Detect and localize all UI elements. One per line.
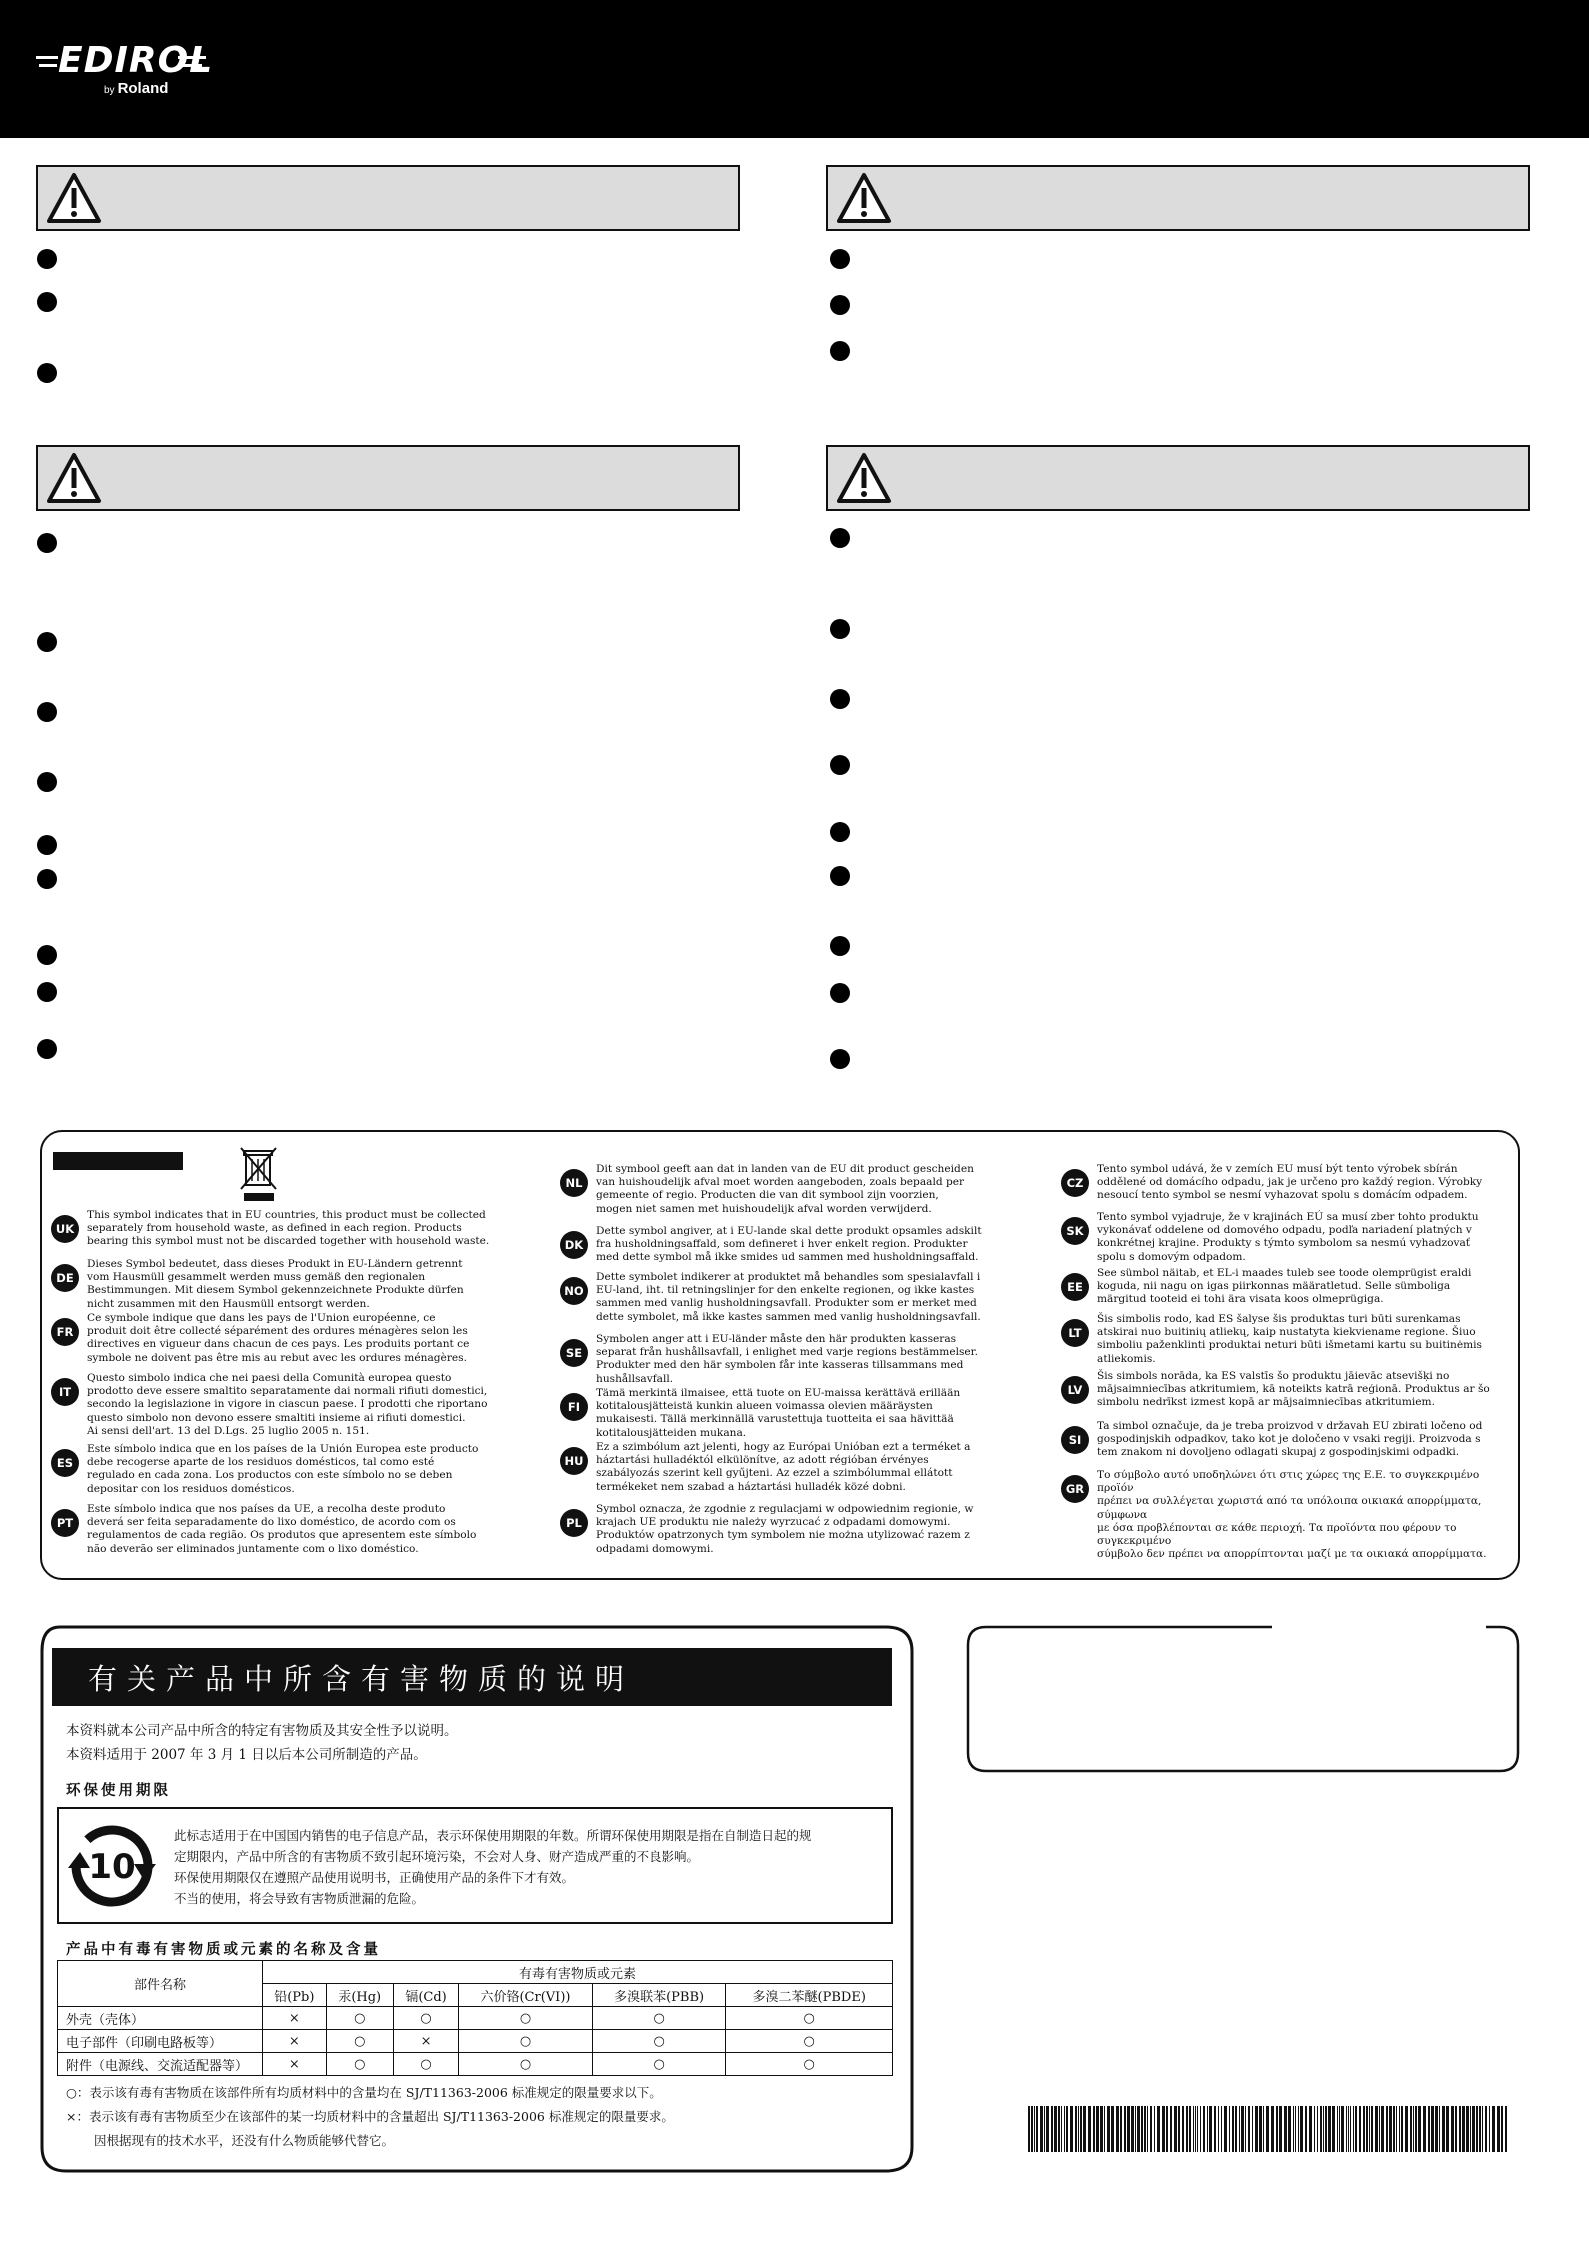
recycling-notice-text: Este símbolo indica que en los países de la Unión Europea este producto debe recogerse aparte de los residuos domésticos, tal como esté regulado en cada zona. Los productos con este símbolo no se deben depositar con los residuos domésticos. <box>87 1443 479 1495</box>
country-code-badge: HU <box>560 1447 588 1475</box>
recycling-notice-text: Dit symbool geeft aan dat in landen van de EU dit product gescheiden van huishoudelijk afval moet worden aangeboden, zoals bepaald per gemeente of regio. Producten die van dit symbool zijn voorzien, mogen niet samen met huishoudelijk afval worden verwijderd. <box>596 1163 974 1215</box>
barcode-bar <box>1295 2106 1296 2152</box>
barcode-bar <box>1189 2106 1191 2152</box>
country-code-badge: NL <box>560 1169 588 1197</box>
bullet-dot <box>830 755 850 775</box>
country-code-badge: SK <box>1061 1217 1089 1245</box>
substance-status-cell: ○ <box>326 2007 393 2030</box>
table-row <box>58 2030 893 2053</box>
barcode-bar <box>1442 2106 1445 2152</box>
barcode-bar <box>1462 2106 1465 2152</box>
recycling-notice-text: See sümbol näitab, et EL-i maades tuleb see toode olemprügist eraldi koguda, nii nagu on igas piirkonnas määratletud. Selle sümboliga märgitud tooteid ei tohi ära visata koos olmeprügiga. <box>1097 1267 1472 1306</box>
barcode-bar <box>1346 2106 1347 2152</box>
warning-box-4 <box>826 445 1530 511</box>
rohs-note-circle: ○：表示该有毒有害物质在该部件所有均质材料中的含量均在 SJ/T11363-2006 标准规定的限量要求以下。 <box>66 2085 662 2100</box>
barcode-bar <box>1239 2106 1240 2152</box>
bullet-dot <box>830 528 850 548</box>
rohs-period-heading: 环保使用期限 <box>66 1782 171 1799</box>
substance-status-cell: × <box>263 2030 327 2053</box>
barcode-bar <box>1396 2106 1397 2152</box>
substance-status-cell: ○ <box>726 2030 893 2053</box>
bullet-dot <box>830 1049 850 1069</box>
barcode-bar <box>1197 2106 1198 2152</box>
substance-group-header: 有毒有害物质或元素 <box>263 1961 893 1984</box>
substance-status-cell: ○ <box>459 2007 593 2030</box>
header-bar <box>0 0 1589 138</box>
barcode-bar <box>1255 2106 1258 2152</box>
substance-status-cell: ○ <box>592 2007 726 2030</box>
barcode-bar <box>1305 2106 1307 2152</box>
barcode-bar <box>1482 2106 1483 2152</box>
barcode-bar <box>1061 2106 1062 2152</box>
bullet-dot <box>830 619 850 639</box>
barcode-bar <box>1075 2106 1077 2152</box>
barcode-bar <box>1410 2106 1412 2152</box>
period-years-number: 10 <box>88 1847 136 1887</box>
barcode-bar <box>1166 2106 1168 2152</box>
bullet-dot <box>37 533 57 553</box>
substance-status-cell: ○ <box>326 2053 393 2076</box>
rohs-title: 有关产品中所含有害物质的说明 <box>52 1648 892 1706</box>
barcode-bar <box>1174 2106 1177 2152</box>
barcode-bar <box>1470 2106 1471 2152</box>
rohs-table-heading: 产品中有毒有害物质或元素的名称及含量 <box>66 1941 381 1958</box>
barcode-bar <box>1446 2106 1449 2152</box>
barcode-bar <box>1328 2106 1331 2152</box>
bullet-dot <box>830 295 850 315</box>
warning-triangle-icon <box>836 172 892 224</box>
barcode-bar <box>1054 2106 1057 2152</box>
substance-status-cell: ○ <box>393 2007 458 2030</box>
barcode-bar <box>1150 2106 1152 2152</box>
rohs-intro-1: 本资料就本公司产品中所含的特定有害物质及其安全性予以说明。 <box>66 1723 458 1739</box>
barcode-bar <box>1423 2106 1426 2152</box>
country-code-badge: FR <box>51 1318 79 1346</box>
barcode-bar <box>1497 2106 1500 2152</box>
barcode-bar <box>1064 2106 1065 2152</box>
barcode-bar <box>1284 2106 1287 2152</box>
recycling-notice-text: Ce symbole indique que dans les pays de l'Union européenne, ce produit doit être collecté séparément des ordures ménagères selon les directives en vigueur dans chacun de ces pays. Les produits portant ce symbole ne doivent pas être mis au rebut avec les ordures ménagères. <box>87 1312 470 1364</box>
country-code-badge: PT <box>51 1509 79 1537</box>
barcode-bar <box>1355 2106 1357 2152</box>
bullet-dot <box>37 772 57 792</box>
barcode-bar <box>1300 2106 1303 2152</box>
barcode-bar <box>1350 2106 1351 2152</box>
barcode-bar <box>1203 2106 1205 2152</box>
substance-status-cell: ○ <box>393 2053 458 2076</box>
barcode-bar <box>1348 2106 1349 2152</box>
country-code-badge: CZ <box>1061 1169 1089 1197</box>
bullet-dot <box>37 869 57 889</box>
rohs-period-line: 环保使用期限仅在遵照产品使用说明书，正确使用产品的条件下才有效。 <box>174 1870 575 1885</box>
barcode-bar <box>1178 2106 1180 2152</box>
recycling-notice-text: Dieses Symbol bedeutet, dass dieses Produkt in EU-Ländern getrennt vom Hausmüll gesammelt werden muss gemäß den regionalen Bestimmungen. Mit diesem Symbol gekennzeichnete Produkte dürfen nicht zusammen mit den Hausmüll entsorgt werden. <box>87 1258 464 1310</box>
barcode-bar <box>1288 2106 1291 2152</box>
rohs-intro-2: 本资料适用于 2007 年 3 月 1 日以后本公司所制造的产品。 <box>66 1747 427 1763</box>
barcode-bar <box>1028 2106 1030 2152</box>
barcode-bar <box>1066 2106 1068 2152</box>
barcode-bar <box>1214 2106 1216 2152</box>
barcode-bar <box>1399 2106 1400 2152</box>
barcode-bar <box>1137 2106 1140 2152</box>
barcode-bar <box>1141 2106 1143 2152</box>
barcode-bar <box>1241 2106 1244 2152</box>
barcode-bar <box>1455 2106 1457 2152</box>
barcode-bar <box>1339 2106 1340 2152</box>
barcode-bar <box>1195 2106 1196 2152</box>
barcode-bar <box>1245 2106 1246 2152</box>
table-row <box>58 2053 893 2076</box>
bullet-dot <box>830 822 850 842</box>
barcode-bar <box>1341 2106 1344 2152</box>
substance-status-cell: ○ <box>592 2030 726 2053</box>
barcode-bar <box>1366 2106 1368 2152</box>
barcode-bar <box>1401 2106 1403 2152</box>
rohs-period-line: 此标志适用于在中国国内销售的电子信息产品，表示环保使用期限的年数。所谓环保使用期限是指在自制造日起的规 <box>174 1828 812 1843</box>
barcode-bar <box>1472 2106 1475 2152</box>
barcode-bar <box>1248 2106 1250 2152</box>
barcode-bar <box>1428 2106 1430 2152</box>
barcode-bar <box>1439 2106 1440 2152</box>
rohs-period-text <box>174 1825 886 1909</box>
barcode-bar <box>1363 2106 1365 2152</box>
barcode-bar <box>1259 2106 1262 2152</box>
barcode-bar <box>1505 2106 1507 2152</box>
recycling-notice-text: Dette symbol angiver, at i EU-lande skal dette produkt opsamles adskilt fra husholdningsaffald, som defineret i hver enkelt region. Produkter med dette symbol må ikke smides ud sammen med husholdningsaffald. <box>596 1225 982 1264</box>
part-name-cell: 附件（电源线、交流适配器等） <box>58 2053 263 2076</box>
barcode-bar <box>1353 2106 1354 2152</box>
bullet-dot <box>37 249 57 269</box>
barcode-bar <box>1120 2106 1122 2152</box>
barcode-bar <box>1418 2106 1421 2152</box>
barcode-bar <box>1124 2106 1126 2152</box>
substance-status-cell: ○ <box>459 2030 593 2053</box>
recycling-notice-text: Tento symbol udává, že v zemích EU musí být tento výrobek sbírán oddělené od domácího odpadu, jak je určeno pro každý region. Výrobky nesoucí tento symbol se nesmí vyhazovat spolu s domácím odpadem. <box>1097 1163 1483 1202</box>
recycling-notice-text: Tento symbol vyjadruje, že v krajinách EÚ sa musí zber tohto produktu vykonávať oddelene od domového odpadu, podľa nariadení platných v konkrétnej krajine. Produkty s týmto symbolom sa nesmú vyhadzovať spolu s domovým odpadom. <box>1097 1211 1479 1263</box>
country-code-badge: DK <box>560 1231 588 1259</box>
substance-column-header: 镉(Cd) <box>393 1984 458 2007</box>
warning-box-1 <box>36 165 740 231</box>
substance-status-cell: ○ <box>592 2053 726 2076</box>
barcode-bar <box>1271 2106 1274 2152</box>
substance-status-cell: ○ <box>459 2053 593 2076</box>
brand-name: EDIROL <box>58 40 214 81</box>
barcode-bar <box>1088 2106 1091 2152</box>
rohs-period-line: 定期限内，产品中所含的有害物质不致引起环境污染，不会对人身、财产造成严重的不良影响。 <box>174 1849 700 1864</box>
bullet-dot <box>830 983 850 1003</box>
barcode-bar <box>1415 2106 1417 2152</box>
barcode-bar <box>1386 2106 1388 2152</box>
bullet-dot <box>830 936 850 956</box>
barcode-bar <box>1375 2106 1378 2152</box>
part-name-header: 部件名称 <box>58 1961 263 2007</box>
barcode-bar <box>1207 2106 1208 2152</box>
barcode-bar <box>1466 2106 1469 2152</box>
bullet-dot <box>830 249 850 269</box>
barcode-bar <box>1229 2106 1230 2152</box>
barcode-bar <box>1034 2106 1035 2152</box>
bullet-dot <box>37 982 57 1002</box>
barcode-bar <box>1435 2106 1438 2152</box>
recycling-notice-text: Questo simbolo indica che nei paesi della Comunità europea questo prodotto deve essere smaltito separatamente dai normali rifiuti domestici, secondo la legislazione in vigore in ciascun paese. I prodotti che riportano questo simbolo non devono essere smaltiti insieme ai rifiuti domestici. Ai sensi dell'art. 13 del D.Lgs. 25 luglio 2005 n. 151. <box>87 1372 488 1437</box>
barcode-bar <box>1070 2106 1073 2152</box>
recycling-notice-text: Šis simbolis rodo, kad ES šalyse šis produktas turi būti surenkamas atskirai nuo buitinių atliekų, kaip nustatyta kiekviename regione. Šiuo simboliu paženklinti produktai neturi būti išmetami kartu su buitinėmis atliekomis. <box>1097 1313 1482 1365</box>
substance-status-cell: × <box>263 2053 327 2076</box>
barcode-bar <box>1279 2106 1282 2152</box>
substance-column-header: 多溴联苯(PBB) <box>592 1984 726 2007</box>
barcode-bar <box>1325 2106 1327 2152</box>
rohs-period-line: 不当的使用，将会导致有害物质泄漏的危险。 <box>174 1891 425 1906</box>
barcode-bar <box>1431 2106 1434 2152</box>
barcode-bar <box>1320 2106 1322 2152</box>
barcode-bar <box>1170 2106 1172 2152</box>
warning-box-3 <box>36 445 740 511</box>
bullet-dot <box>830 689 850 709</box>
barcode-bar <box>1479 2106 1481 2152</box>
rohs-note-cross: ×：表示该有毒有害物质至少在该部件的某一均质材料中的含量超出 SJ/T11363-2006 标准规定的限量要求。 <box>66 2109 674 2124</box>
barcode-bar <box>1135 2106 1136 2152</box>
bullet-dot <box>37 702 57 722</box>
crossed-out-bin-icon <box>238 1145 280 1203</box>
rohs-note-reason: 因根据现有的技术水平，还没有什么物质能够代替它。 <box>94 2133 395 2148</box>
recycling-notice-text: This symbol indicates that in EU countries, this product must be collected separately from household waste, as defined in each region. Products bearing this symbol must not be discarded together with household waste. <box>87 1209 490 1248</box>
barcode-bar <box>1078 2106 1079 2152</box>
warning-triangle-icon <box>46 172 102 224</box>
bullet-dot <box>37 945 57 965</box>
barcode-bar <box>1186 2106 1188 2152</box>
barcode-bar <box>1193 2106 1194 2152</box>
bullet-dot <box>37 292 57 312</box>
barcode-bar <box>1147 2106 1148 2152</box>
barcode-bar <box>1036 2106 1038 2152</box>
country-code-badge: NO <box>560 1277 588 1305</box>
barcode-bar <box>1492 2106 1495 2152</box>
barcode-bar <box>1323 2106 1324 2152</box>
substance-status-cell: × <box>393 2030 458 2053</box>
warning-triangle-icon <box>836 452 892 504</box>
rohs-substance-table <box>57 1960 893 2076</box>
barcode-bar <box>1451 2106 1454 2152</box>
substance-status-cell: ○ <box>726 2007 893 2030</box>
barcode-bar <box>1221 2106 1222 2152</box>
barcode-bar <box>1371 2106 1373 2152</box>
barcode-bar <box>1144 2106 1146 2152</box>
barcode-bar <box>1031 2106 1033 2152</box>
bullet-dot <box>37 1039 57 1059</box>
barcode-bar <box>1218 2106 1219 2152</box>
barcode-bar <box>1413 2106 1414 2152</box>
recycling-notice-text: Ez a szimbólum azt jelenti, hogy az Európai Unióban ezt a terméket a háztartási hulladéktól elkülönítve, az adott régióban érvényes szabályozás szerint kell gyűjteni. Az ezzel a szimbólummal ellátott termékeket nem szabad a háztartási hulladék közé dobni. <box>596 1441 971 1493</box>
barcode-bar <box>1476 2106 1478 2152</box>
barcode-bar <box>1252 2106 1253 2152</box>
notes-frame <box>966 1625 1520 1773</box>
barcode-bar <box>1389 2106 1392 2152</box>
barcode-bar <box>1309 2106 1312 2152</box>
redacted-label-bar <box>53 1152 183 1170</box>
country-code-badge: SE <box>560 1339 588 1367</box>
country-code-badge: UK <box>51 1215 79 1243</box>
barcode-bar <box>1051 2106 1053 2152</box>
barcode-bar <box>1381 2106 1384 2152</box>
edirol-logo <box>36 40 214 98</box>
barcode-bar <box>1232 2106 1234 2152</box>
country-code-badge: EE <box>1061 1273 1089 1301</box>
barcode-bar <box>1276 2106 1278 2152</box>
barcode-bar <box>1293 2106 1294 2152</box>
bullet-dot <box>830 341 850 361</box>
country-code-badge: ES <box>51 1449 79 1477</box>
table-row <box>58 2007 893 2030</box>
country-code-badge: LV <box>1061 1376 1089 1404</box>
country-code-badge: PL <box>560 1509 588 1537</box>
barcode-bar <box>1459 2106 1461 2152</box>
barcode-bar <box>1393 2106 1395 2152</box>
bullet-dot <box>37 835 57 855</box>
barcode-bar <box>1200 2106 1201 2152</box>
substance-column-header: 六价铬(Cr(VI)) <box>459 1984 593 2007</box>
barcode-bar <box>1157 2106 1160 2152</box>
barcode-bar <box>1154 2106 1155 2152</box>
barcode-bar <box>1332 2106 1335 2152</box>
country-code-badge: GR <box>1061 1475 1089 1503</box>
recycling-notice-text: Symbol oznacza, że zgodnie z regulacjami w odpowiednim regionie, w krajach UE produktu nie należy wyrzucać z odpadami domowymi. Produktów opatrzonych tym symbolem nie można utylizować razem z odpadami domowymi. <box>596 1503 974 1555</box>
barcode <box>1026 2106 1510 2152</box>
bullet-dot <box>37 363 57 383</box>
barcode-bar <box>1298 2106 1299 2152</box>
country-code-badge: FI <box>560 1393 588 1421</box>
barcode-bar <box>1162 2106 1165 2152</box>
barcode-bar <box>1111 2106 1114 2152</box>
barcode-bar <box>1337 2106 1338 2152</box>
recycling-notice-text: Το σύμβολο αυτό υποδηλώνει ότι στις χώρες της Ε.Ε. το συγκεκριμένο προϊόν πρέπει να συλλέγεται χωριστά από τα υπόλοιπα οικιακά απορρίμματα, σύμφωνα με όσα προβλέπονται σε κάθε περιοχή. Τα προϊόντα που φέρουν το συγκεκριμένο σύμβολο δεν πρέπει να απορρίπτονται μαζί με τα οικιακά απορρίμματα. <box>1097 1469 1487 1561</box>
recycling-notice-text: Tämä merkintä ilmaisee, että tuote on EU-maissa kerättävä erillään kotitalousjätteistä kunkin alueen voimassa olevien määräysten mukaisesti. Tällä merkinnällä varustettuja tuotteita ei saa hävittää kotitalousjätteiden mukana. <box>596 1387 961 1439</box>
barcode-bar <box>1040 2106 1043 2152</box>
barcode-bar <box>1093 2106 1095 2152</box>
barcode-bar <box>1116 2106 1119 2152</box>
barcode-bar <box>1224 2106 1227 2152</box>
substance-status-cell: ○ <box>726 2053 893 2076</box>
barcode-bar <box>1263 2106 1264 2152</box>
barcode-bar <box>1369 2106 1370 2152</box>
barcode-bar <box>1044 2106 1045 2152</box>
recycling-notice-text: Este símbolo indica que nos países da UE, a recolha deste produto deverá ser feita separadamente do lixo doméstico, de acordo com os regulamentos de cada região. Os produtos que apresentem este símbolo não deverão ser eliminados juntamente com o lixo doméstico. <box>87 1503 477 1555</box>
barcode-bar <box>1127 2106 1130 2152</box>
substance-status-cell: ○ <box>326 2030 393 2053</box>
barcode-bar <box>1046 2106 1049 2152</box>
barcode-bar <box>1314 2106 1315 2152</box>
substance-status-cell: × <box>263 2007 327 2030</box>
country-code-badge: SI <box>1061 1426 1089 1454</box>
barcode-bar <box>1235 2106 1237 2152</box>
part-name-cell: 电子部件（印刷电路板等） <box>58 2030 263 2053</box>
country-code-badge: DE <box>51 1264 79 1292</box>
barcode-bar <box>1083 2106 1086 2152</box>
country-code-badge: LT <box>1061 1319 1089 1347</box>
barcode-bar <box>1489 2106 1490 2152</box>
barcode-bar <box>1182 2106 1184 2152</box>
environmental-protection-period-icon <box>64 1820 160 1912</box>
recycling-notice-text: Symbolen anger att i EU-länder måste den här produkten kasseras separat från hushållsavfall, i enlighet med varje regions bestämmelser. Produkter med den här symbolen får inte kasseras tillsammans med hushållsavfall. <box>596 1333 978 1385</box>
recycling-notice-text: Dette symbolet indikerer at produktet må behandles som spesialavfall i EU-land, iht. til retningslinjer for den enkelte regionen, og ikke kastes sammen med vanlig husholdningsavfall. Produkter som er merket med dette symbolet, må ikke kastes sammen med vanlig husholdningsavfall. <box>596 1271 981 1323</box>
barcode-bar <box>1096 2106 1099 2152</box>
barcode-bar <box>1080 2106 1082 2152</box>
barcode-bar <box>1266 2106 1269 2152</box>
barcode-bar <box>1131 2106 1134 2152</box>
substance-column-header: 汞(Hg) <box>326 1984 393 2007</box>
bullet-dot <box>37 632 57 652</box>
recycling-notice-text: Šis simbols norāda, ka ES valstīs šo produktu jāievāc atsevišķi no mājsaimniecības atkritumiem, kā noteikts katrā reģionā. Produktus ar šo simbolu nedrīkst izmest kopā ar mājsaimniecības atkritumiem. <box>1097 1370 1490 1409</box>
barcode-bar <box>1107 2106 1110 2152</box>
barcode-bar <box>1405 2106 1408 2152</box>
barcode-bar <box>1104 2106 1105 2152</box>
barcode-bar <box>1359 2106 1361 2152</box>
barcode-bar <box>1100 2106 1103 2152</box>
barcode-bar <box>1485 2106 1487 2152</box>
brand-byline: by Roland <box>104 80 169 97</box>
bullet-dot <box>830 866 850 886</box>
barcode-bar <box>1501 2106 1503 2152</box>
barcode-bar <box>1058 2106 1060 2152</box>
barcode-bar <box>1209 2106 1212 2152</box>
substance-column-header: 多溴二苯醚(PBDE) <box>726 1984 893 2007</box>
warning-box-2 <box>826 165 1530 231</box>
barcode-bar <box>1379 2106 1380 2152</box>
barcode-bar <box>1317 2106 1318 2152</box>
recycling-notice-text: Ta simbol označuje, da je treba proizvod v državah EU zbirati ločeno od gospodinjskih odpadkov, tako kot je določeno v vsaki regiji. Proizvoda s tem znakom ni dovoljeno odlagati skupaj z gospodinjskimi odpadki. <box>1097 1420 1483 1459</box>
part-name-cell: 外壳（壳体） <box>58 2007 263 2030</box>
country-code-badge: IT <box>51 1378 79 1406</box>
substance-column-header: 铅(Pb) <box>263 1984 327 2007</box>
warning-triangle-icon <box>46 452 102 504</box>
